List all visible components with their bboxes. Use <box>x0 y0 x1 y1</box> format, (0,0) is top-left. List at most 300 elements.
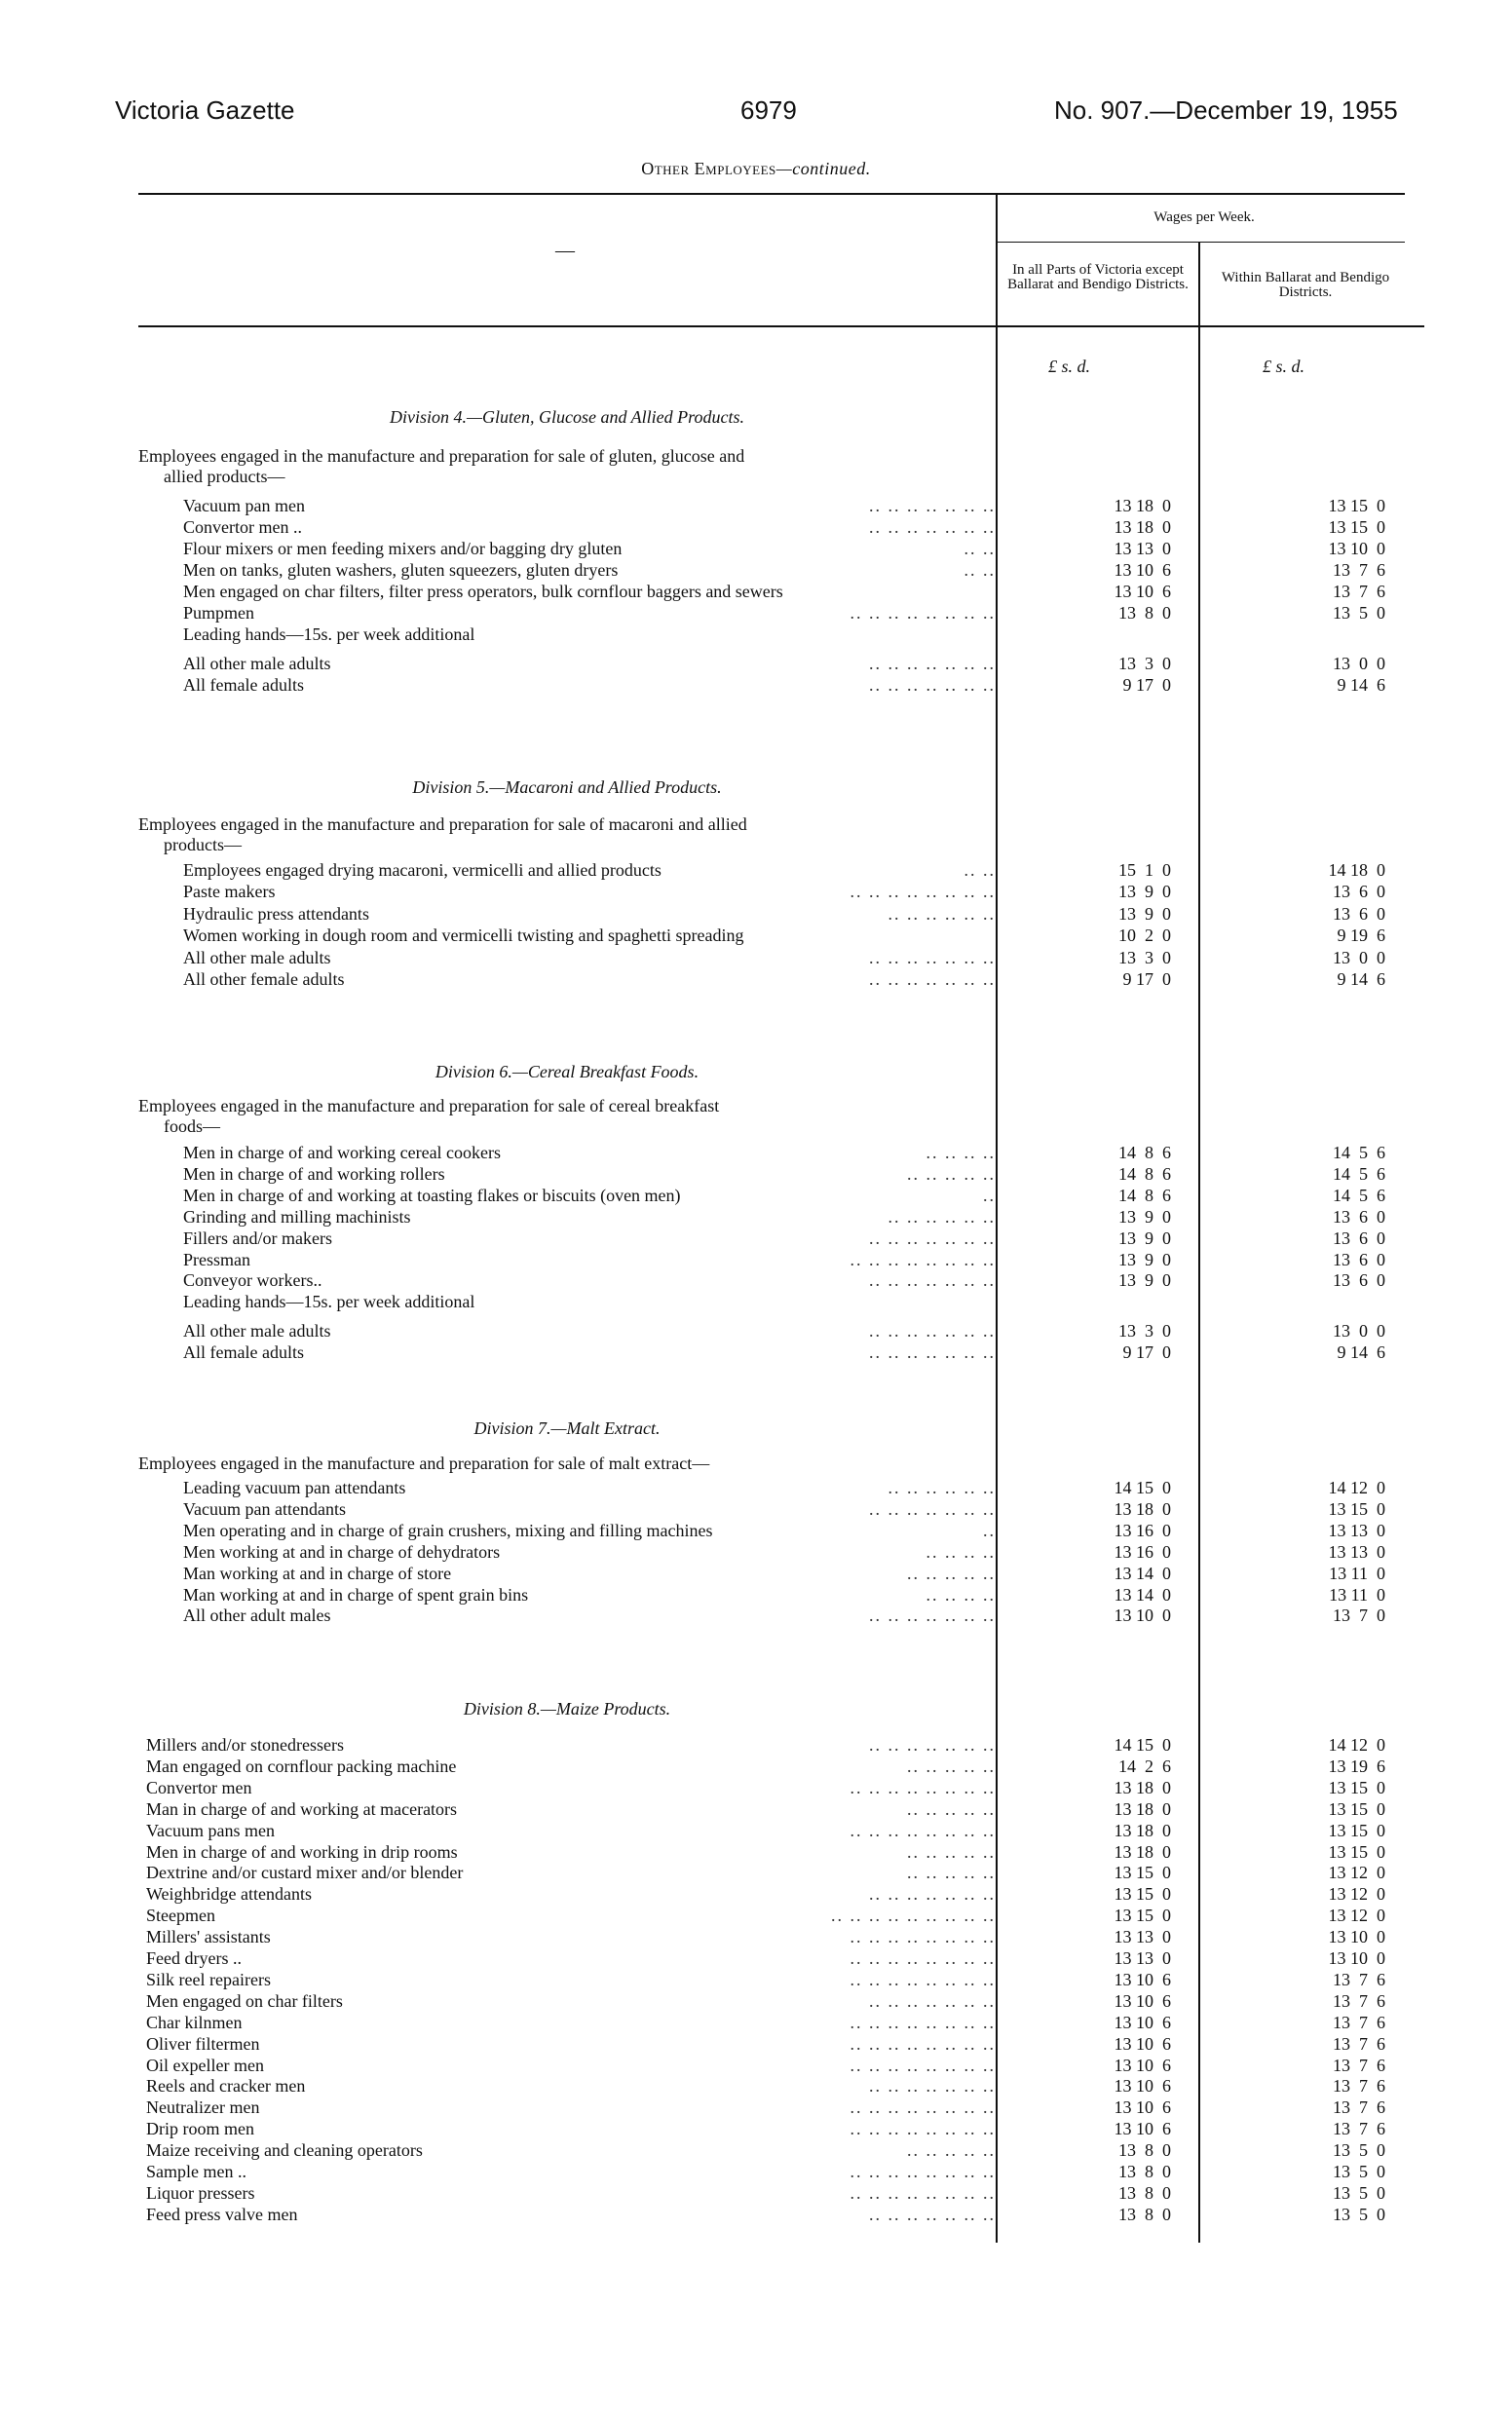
wage-victoria: 13 8 0 <box>1118 2140 1171 2161</box>
table-row <box>138 2161 1424 2182</box>
table-row <box>138 2012 1424 2033</box>
table-row <box>138 968 1424 990</box>
page-number: 6979 <box>740 95 797 125</box>
table-row <box>138 2139 1424 2161</box>
wage-victoria: 13 9 0 <box>1118 1249 1171 1269</box>
table-row <box>138 602 1424 623</box>
occupation-label: Vacuum pan men <box>183 495 309 516</box>
wage-ballarat-bendigo: 14 5 6 <box>1333 1163 1385 1184</box>
occupation-label: Men in charge of and working rollers <box>183 1163 449 1185</box>
occupation-label: Millers and/or stonedressers <box>146 1734 348 1756</box>
wage-victoria: 9 17 0 <box>1122 969 1171 989</box>
wage-victoria: 13 18 0 <box>1114 1798 1171 1819</box>
section-subheading <box>0 159 1512 179</box>
division-name: —Maize Products. <box>540 1699 671 1719</box>
occupation-label: Leading vacuum pan attendants <box>183 1477 409 1498</box>
division-number: Division 5. <box>412 777 490 797</box>
occupation-label: Men engaged on char filters, filter press operators, bulk cornflour baggers and sewers <box>183 581 787 602</box>
wage-victoria: 14 8 6 <box>1118 1143 1171 1162</box>
occupation-label: All other male adults <box>183 653 334 674</box>
leader-dots: .. .. .. .. .. .. .. .. <box>850 603 996 623</box>
wage-victoria: 13 10 6 <box>1114 1990 1171 2011</box>
division-number: Division 4. <box>390 407 468 427</box>
table-row <box>138 2097 1424 2118</box>
wage-victoria: 13 10 6 <box>1114 1969 1171 1989</box>
division-title <box>138 1418 996 1439</box>
occupation-label: Grinding and milling machinists <box>183 1206 414 1228</box>
subheading-main: Other Employees <box>641 159 776 178</box>
occupation-label: Millers' assistants <box>146 1926 275 1947</box>
leader-dots: .. .. <box>964 560 996 580</box>
wage-victoria: 13 9 0 <box>1118 1206 1171 1227</box>
wage-victoria: 13 8 0 <box>1118 2182 1171 2203</box>
leader-dots: .. .. .. .. .. <box>907 2140 996 2161</box>
wage-ballarat-bendigo: 13 6 0 <box>1333 903 1385 924</box>
leader-dots: .. .. .. .. <box>926 1584 996 1605</box>
leader-dots: .. .. .. .. .. .. <box>888 1206 996 1227</box>
table-row <box>138 1249 1424 1270</box>
occupation-label: Men in charge of and working at toasting flakes or biscuits (oven men) <box>183 1185 685 1206</box>
table-row <box>138 1185 1424 1206</box>
wage-ballarat-bendigo: 13 15 0 <box>1328 517 1385 537</box>
wage-ballarat-bendigo: 13 6 0 <box>1333 882 1385 902</box>
wage-victoria: 13 18 0 <box>1114 1777 1171 1797</box>
leader-dots: .. .. .. .. .. <box>907 1863 996 1883</box>
wage-victoria: 13 18 0 <box>1114 496 1171 515</box>
wage-victoria: 14 8 6 <box>1118 1163 1171 1184</box>
occupation-label: All other female adults <box>183 968 348 990</box>
wage-ballarat-bendigo: 9 14 6 <box>1337 1342 1385 1363</box>
table-row <box>138 1969 1424 1990</box>
leader-dots: .. .. .. .. .. .. .. .. <box>850 2012 996 2032</box>
leader-dots: .. .. .. .. .. .. .. <box>869 947 996 967</box>
wage-victoria: 13 15 0 <box>1114 1884 1171 1905</box>
leader-dots: .. .. .. .. .. .. .. <box>869 1498 996 1519</box>
wage-ballarat-bendigo: 13 10 0 <box>1328 1948 1385 1968</box>
leader-dots: .. .. .. .. .. .. .. .. <box>850 2162 996 2181</box>
wage-ballarat-bendigo: 13 5 0 <box>1333 2204 1385 2224</box>
table-row <box>138 1541 1424 1563</box>
occupation-label: Drip room men <box>146 2118 258 2139</box>
wage-victoria: 13 16 0 <box>1114 1541 1171 1562</box>
table-row <box>138 1905 1424 1926</box>
table-row <box>138 538 1424 559</box>
wage-victoria: 13 8 0 <box>1118 2204 1171 2224</box>
table-row <box>138 1756 1424 1777</box>
division-name: —Gluten, Glucose and Allied Products. <box>467 407 744 427</box>
occupation-label: Char kilnmen <box>146 2012 246 2033</box>
division-title <box>138 1699 996 1719</box>
col1-heading: In all Parts of Victoria except Ballarat and Bendigo Districts. <box>1007 262 1189 292</box>
wage-victoria: 9 17 0 <box>1122 1342 1171 1363</box>
occupation-label: Employees engaged drying macaroni, vermicelli and allied products <box>183 859 665 881</box>
table-row <box>138 653 1424 674</box>
table-row <box>138 516 1424 538</box>
division-intro <box>138 1454 996 1474</box>
wage-ballarat-bendigo: 13 19 6 <box>1328 1756 1385 1776</box>
leader-dots: .. .. .. .. .. .. .. <box>869 517 996 537</box>
table-row <box>138 1563 1424 1584</box>
leader-dots: .. .. .. .. .. .. .. <box>869 496 996 515</box>
wage-ballarat-bendigo: 13 0 0 <box>1333 1321 1385 1341</box>
wage-victoria: 13 10 6 <box>1114 2055 1171 2075</box>
wage-victoria: 13 16 0 <box>1114 1520 1171 1540</box>
wage-ballarat-bendigo: 13 10 0 <box>1328 1927 1385 1947</box>
leader-dots: .. <box>983 1185 996 1205</box>
table-row <box>138 1228 1424 1249</box>
leader-dots: .. .. .. .. .. .. .. .. <box>850 2033 996 2054</box>
wage-ballarat-bendigo: 13 12 0 <box>1328 1863 1385 1883</box>
occupation-label: Weighbridge attendants <box>146 1883 316 1905</box>
wage-victoria: 14 8 6 <box>1118 1185 1171 1205</box>
leader-dots: .. .. .. .. .. .. <box>888 1478 996 1497</box>
table-row <box>138 1142 1424 1163</box>
wage-victoria: 13 3 0 <box>1118 654 1171 673</box>
leader-dots: .. .. <box>964 539 996 558</box>
leader-dots: .. .. .. .. .. .. .. .. <box>850 882 996 902</box>
wage-ballarat-bendigo: 13 7 6 <box>1333 1990 1385 2011</box>
leader-dots: .. .. .. .. .. .. .. .. <box>850 2182 996 2203</box>
table-row <box>138 1320 1424 1341</box>
occupation-label: Oil expeller men <box>146 2055 268 2076</box>
division-intro <box>138 1096 996 1137</box>
occupation-label: Vacuum pan attendants <box>183 1498 350 1520</box>
currency-col1: £ s. d. <box>1048 357 1091 376</box>
wage-victoria: 13 3 0 <box>1118 1321 1171 1341</box>
wages-heading: Wages per Week. <box>1153 209 1255 225</box>
table-row <box>138 881 1424 902</box>
wage-ballarat-bendigo: 13 6 0 <box>1333 1228 1385 1248</box>
table-row <box>138 1520 1424 1541</box>
table-row <box>138 1883 1424 1905</box>
wage-victoria: 13 18 0 <box>1114 517 1171 537</box>
leader-dots: .. .. .. .. .. .. .. .. <box>850 2097 996 2118</box>
wage-ballarat-bendigo: 14 12 0 <box>1328 1735 1385 1755</box>
leader-dots: .. .. .. .. .. .. .. <box>869 1606 996 1626</box>
leader-dots: .. .. .. .. .. .. .. <box>869 969 996 989</box>
occupation-label: All female adults <box>183 1341 308 1363</box>
wage-victoria: 13 10 6 <box>1114 2012 1171 2032</box>
occupation-label: Sample men .. <box>146 2161 250 2182</box>
leader-dots: .. .. .. .. .. .. .. .. .. <box>831 1906 996 1926</box>
wage-victoria: 13 8 0 <box>1118 2162 1171 2181</box>
occupation-label: Convertor men .. <box>183 516 306 538</box>
table-row <box>138 495 1424 516</box>
leader-dots: .. .. .. .. .. .. .. <box>869 654 996 673</box>
occupation-label: All other male adults <box>183 1320 334 1341</box>
occupation-label: Fillers and/or makers <box>183 1228 336 1249</box>
table-row <box>138 1477 1424 1498</box>
wage-ballarat-bendigo: 13 7 6 <box>1333 2076 1385 2097</box>
table-row <box>138 2182 1424 2204</box>
occupation-label: Women working in dough room and vermicelli twisting and spaghetti spreading <box>183 925 747 946</box>
intro-continuation: products— <box>164 835 242 854</box>
wage-victoria: 13 8 0 <box>1118 603 1171 623</box>
table-row <box>138 859 1424 881</box>
issue-date: No. 907.—December 19, 1955 <box>1054 95 1398 125</box>
intro-line: Employees engaged in the manufacture and preparation for sale of macaroni and allied <box>138 814 747 834</box>
occupation-label: Man working at and in charge of spent grain bins <box>183 1584 532 1606</box>
wage-ballarat-bendigo: 13 7 6 <box>1333 2097 1385 2118</box>
division-intro <box>138 814 996 855</box>
leader-dots: .. .. .. .. .. .. .. <box>869 1228 996 1248</box>
division-title <box>138 777 996 798</box>
wage-ballarat-bendigo: 13 15 0 <box>1328 1820 1385 1840</box>
wage-victoria: 13 10 6 <box>1114 560 1171 580</box>
wage-ballarat-bendigo: 13 15 0 <box>1328 1798 1385 1819</box>
wage-victoria: 13 18 0 <box>1114 1498 1171 1519</box>
intro-continuation: allied products— <box>164 467 285 486</box>
intro-line: Employees engaged in the manufacture and preparation for sale of gluten, glucose and <box>138 446 745 466</box>
wage-victoria: 14 15 0 <box>1114 1478 1171 1497</box>
occupation-label: Men in charge of and working in drip rooms <box>146 1841 462 1863</box>
wage-victoria: 13 14 0 <box>1114 1563 1171 1583</box>
occupation-label: Reels and cracker men <box>146 2075 309 2097</box>
occupation-label: Conveyor workers.. <box>183 1269 325 1291</box>
wage-victoria: 13 9 0 <box>1118 882 1171 902</box>
occupation-label: Man in charge of and working at macerators <box>146 1798 461 1820</box>
occupation-label: All other adult males <box>183 1605 334 1626</box>
occupation-label: Hydraulic press attendants <box>183 903 373 925</box>
leader-dots: .. .. .. .. .. <box>907 1163 996 1184</box>
leader-dots: .. .. .. .. .. .. .. .. <box>850 1777 996 1797</box>
leader-dots: .. .. .. .. .. .. .. <box>869 1321 996 1341</box>
table-row <box>138 2033 1424 2055</box>
occupation-label: Men working at and in charge of dehydrators <box>183 1541 504 1563</box>
occupation-label: Flour mixers or men feeding mixers and/or bagging dry gluten <box>183 538 625 559</box>
wage-ballarat-bendigo: 13 11 0 <box>1329 1563 1385 1583</box>
wage-ballarat-bendigo: 13 7 6 <box>1333 560 1385 580</box>
wage-ballarat-bendigo: 13 15 0 <box>1328 496 1385 515</box>
occupation-label: Liquor pressers <box>146 2182 258 2204</box>
leader-dots: .. .. .. .. .. <box>907 1798 996 1819</box>
division-number: Division 6. <box>435 1062 512 1081</box>
leader-dots: .. .. .. .. .. .. .. .. <box>850 2119 996 2139</box>
wage-victoria: 10 2 0 <box>1118 926 1171 946</box>
division-name: —Malt Extract. <box>550 1418 661 1438</box>
wage-ballarat-bendigo: 13 10 0 <box>1328 539 1385 558</box>
leader-dots: .. .. .. .. .. .. .. <box>869 1884 996 1905</box>
table-row <box>138 2204 1424 2225</box>
occupation-label: All other male adults <box>183 947 334 968</box>
wage-ballarat-bendigo: 13 7 6 <box>1333 2055 1385 2075</box>
leader-dots: .. .. .. .. .. .. .. <box>869 2204 996 2224</box>
table-row <box>138 1734 1424 1756</box>
wage-ballarat-bendigo: 13 6 0 <box>1333 1249 1385 1269</box>
occupation-label: Oliver filtermen <box>146 2033 263 2055</box>
table-row <box>138 1798 1424 1820</box>
wage-victoria: 13 14 0 <box>1114 1584 1171 1605</box>
wage-victoria: 13 15 0 <box>1114 1906 1171 1926</box>
occupation-label: Man working at and in charge of store <box>183 1563 455 1584</box>
col2-heading: Within Ballarat and Bendigo Districts. <box>1221 270 1390 300</box>
wage-ballarat-bendigo: 13 7 6 <box>1333 582 1385 601</box>
wage-ballarat-bendigo: 13 0 0 <box>1333 654 1385 673</box>
occupation-label: All female adults <box>183 674 308 696</box>
table-row <box>138 623 1424 645</box>
intro-continuation: foods— <box>164 1116 220 1136</box>
wage-victoria: 13 10 6 <box>1114 2076 1171 2097</box>
table-row <box>138 1841 1424 1863</box>
wage-victoria: 14 15 0 <box>1114 1735 1171 1755</box>
wage-victoria: 13 3 0 <box>1118 947 1171 967</box>
occupation-label: Silk reel repairers <box>146 1969 275 1990</box>
table-header-bottom-rule <box>138 325 1424 327</box>
wage-ballarat-bendigo: 14 5 6 <box>1333 1143 1385 1162</box>
wage-victoria: 13 15 0 <box>1114 1863 1171 1883</box>
occupation-label: Steepmen <box>146 1905 219 1926</box>
table-row <box>138 674 1424 696</box>
wage-ballarat-bendigo: 14 12 0 <box>1328 1478 1385 1497</box>
table-row <box>138 1291 1424 1312</box>
occupation-label: Pressman <box>183 1249 254 1270</box>
leader-dots: .. .. .. .. .. <box>907 1563 996 1583</box>
occupation-label: Paste makers <box>183 881 279 902</box>
occupation-label: Dextrine and/or custard mixer and/or blender <box>146 1862 467 1883</box>
leader-dots: .. .. .. .. .. .. .. .. <box>850 1948 996 1968</box>
occupation-label: Men engaged on char filters <box>146 1990 347 2012</box>
table-row <box>138 1341 1424 1363</box>
occupation-label: Men operating and in charge of grain crushers, mixing and filling machines <box>183 1520 717 1541</box>
wage-ballarat-bendigo: 9 14 6 <box>1337 969 1385 989</box>
wage-victoria: 14 2 6 <box>1118 1756 1171 1776</box>
wage-ballarat-bendigo: 9 19 6 <box>1337 926 1385 946</box>
wage-victoria: 9 17 0 <box>1122 675 1171 695</box>
occupation-label: Convertor men <box>146 1777 255 1798</box>
wage-ballarat-bendigo: 13 7 6 <box>1333 2012 1385 2032</box>
table-row <box>138 1269 1424 1291</box>
wage-ballarat-bendigo: 13 0 0 <box>1333 947 1385 967</box>
wage-ballarat-bendigo: 9 14 6 <box>1337 675 1385 695</box>
wage-victoria: 13 10 0 <box>1114 1606 1171 1626</box>
table-row <box>138 1584 1424 1606</box>
subheading-suffix: —continued. <box>775 159 871 178</box>
wage-ballarat-bendigo: 13 11 0 <box>1329 1584 1385 1605</box>
leader-dots: .. .. <box>964 860 996 880</box>
wage-victoria: 13 10 6 <box>1114 2033 1171 2054</box>
table-top-rule <box>138 193 1405 195</box>
leader-dots: .. .. .. .. .. .. .. <box>869 1990 996 2011</box>
table-row <box>138 1820 1424 1841</box>
table-row <box>138 559 1424 581</box>
wage-ballarat-bendigo: 13 7 6 <box>1333 2119 1385 2139</box>
wage-victoria: 13 9 0 <box>1118 1270 1171 1291</box>
wage-ballarat-bendigo: 13 15 0 <box>1328 1777 1385 1797</box>
table-row <box>138 1498 1424 1520</box>
wage-ballarat-bendigo: 13 6 0 <box>1333 1270 1385 1291</box>
leader-dots: .. .. .. .. .. <box>907 1841 996 1862</box>
occupation-label: Maize receiving and cleaning operators <box>146 2139 427 2161</box>
leader-dots: .. .. .. .. .. .. .. .. <box>850 1927 996 1947</box>
occupation-label: Leading hands—15s. per week additional <box>183 623 478 645</box>
wage-ballarat-bendigo: 14 18 0 <box>1328 860 1385 880</box>
leader-dots: .. .. .. .. <box>926 1541 996 1562</box>
division-title <box>138 1062 996 1082</box>
division-name: —Macaroni and Allied Products. <box>489 777 722 797</box>
leader-dots: .. .. .. .. .. .. .. <box>869 1270 996 1291</box>
table-row <box>138 2118 1424 2139</box>
table-row <box>138 1206 1424 1228</box>
wage-ballarat-bendigo: 13 15 0 <box>1328 1841 1385 1862</box>
leader-dots: .. .. .. .. .. <box>907 1756 996 1776</box>
table-row <box>138 1777 1424 1798</box>
table-row <box>138 2075 1424 2097</box>
occupation-label: Leading hands—15s. per week additional <box>183 1291 478 1312</box>
wage-ballarat-bendigo: 13 7 6 <box>1333 1969 1385 1989</box>
occupation-label: Neutralizer men <box>146 2097 263 2118</box>
leader-dots: .. <box>983 1520 996 1540</box>
wage-ballarat-bendigo: 13 12 0 <box>1328 1906 1385 1926</box>
wage-ballarat-bendigo: 13 13 0 <box>1328 1520 1385 1540</box>
leader-dots: .. .. .. .. .. .. .. <box>869 675 996 695</box>
currency-col2: £ s. d. <box>1263 357 1305 376</box>
division-title <box>138 407 996 428</box>
wage-ballarat-bendigo: 13 5 0 <box>1333 603 1385 623</box>
leader-dots: .. .. .. .. .. .. .. .. <box>850 1820 996 1840</box>
table-row <box>138 925 1424 946</box>
wages-divider <box>998 242 1405 243</box>
table-row <box>138 1926 1424 1947</box>
intro-line: Employees engaged in the manufacture and preparation for sale of malt extract— <box>138 1454 710 1473</box>
occupation-label: Men on tanks, gluten washers, gluten squeezers, gluten dryers <box>183 559 622 581</box>
wage-victoria: 15 1 0 <box>1118 860 1171 880</box>
table-row <box>138 1947 1424 1969</box>
wage-ballarat-bendigo: 13 5 0 <box>1333 2182 1385 2203</box>
wage-victoria: 13 10 6 <box>1114 2119 1171 2139</box>
wage-victoria: 13 13 0 <box>1114 1948 1171 1968</box>
leader-dots: .. .. .. .. .. .. .. .. <box>850 2055 996 2075</box>
table-row <box>138 581 1424 602</box>
wage-victoria: 13 13 0 <box>1114 539 1171 558</box>
leader-dots: .. .. .. .. .. .. <box>888 903 996 924</box>
occupation-label: Vacuum pans men <box>146 1820 279 1841</box>
occupation-label: Men in charge of and working cereal cookers <box>183 1142 505 1163</box>
wage-ballarat-bendigo: 13 7 0 <box>1333 1606 1385 1626</box>
table-row <box>138 947 1424 968</box>
wage-ballarat-bendigo: 14 5 6 <box>1333 1185 1385 1205</box>
occupation-label: Feed press valve men <box>146 2204 301 2225</box>
table-row <box>138 1862 1424 1883</box>
leader-dots: .. .. .. .. .. .. .. <box>869 2076 996 2097</box>
wage-victoria: 13 13 0 <box>1114 1927 1171 1947</box>
wage-ballarat-bendigo: 13 13 0 <box>1328 1541 1385 1562</box>
table-row <box>138 1163 1424 1185</box>
wage-ballarat-bendigo: 13 6 0 <box>1333 1206 1385 1227</box>
blank-column-heading: — <box>555 240 575 261</box>
division-number: Division 7. <box>473 1418 551 1438</box>
gazette-title: Victoria Gazette <box>115 95 295 125</box>
occupation-label: Feed dryers .. <box>146 1947 246 1969</box>
table-row <box>138 1605 1424 1626</box>
occupation-label: Man engaged on cornflour packing machine <box>146 1756 460 1777</box>
wage-victoria: 13 10 6 <box>1114 582 1171 601</box>
table-row <box>138 2055 1424 2076</box>
leader-dots: .. .. .. .. <box>926 1143 996 1162</box>
wage-ballarat-bendigo: 13 5 0 <box>1333 2162 1385 2181</box>
wage-victoria: 13 9 0 <box>1118 1228 1171 1248</box>
wage-ballarat-bendigo: 13 5 0 <box>1333 2140 1385 2161</box>
wage-victoria: 13 10 6 <box>1114 2097 1171 2118</box>
wage-ballarat-bendigo: 13 7 6 <box>1333 2033 1385 2054</box>
wage-victoria: 13 9 0 <box>1118 903 1171 924</box>
wage-victoria: 13 18 0 <box>1114 1820 1171 1840</box>
leader-dots: .. .. .. .. .. .. .. .. <box>850 1969 996 1989</box>
wage-ballarat-bendigo: 13 12 0 <box>1328 1884 1385 1905</box>
table-row <box>138 903 1424 925</box>
table-row <box>138 1990 1424 2012</box>
wage-ballarat-bendigo: 13 15 0 <box>1328 1498 1385 1519</box>
leader-dots: .. .. .. .. .. .. .. .. <box>850 1249 996 1269</box>
